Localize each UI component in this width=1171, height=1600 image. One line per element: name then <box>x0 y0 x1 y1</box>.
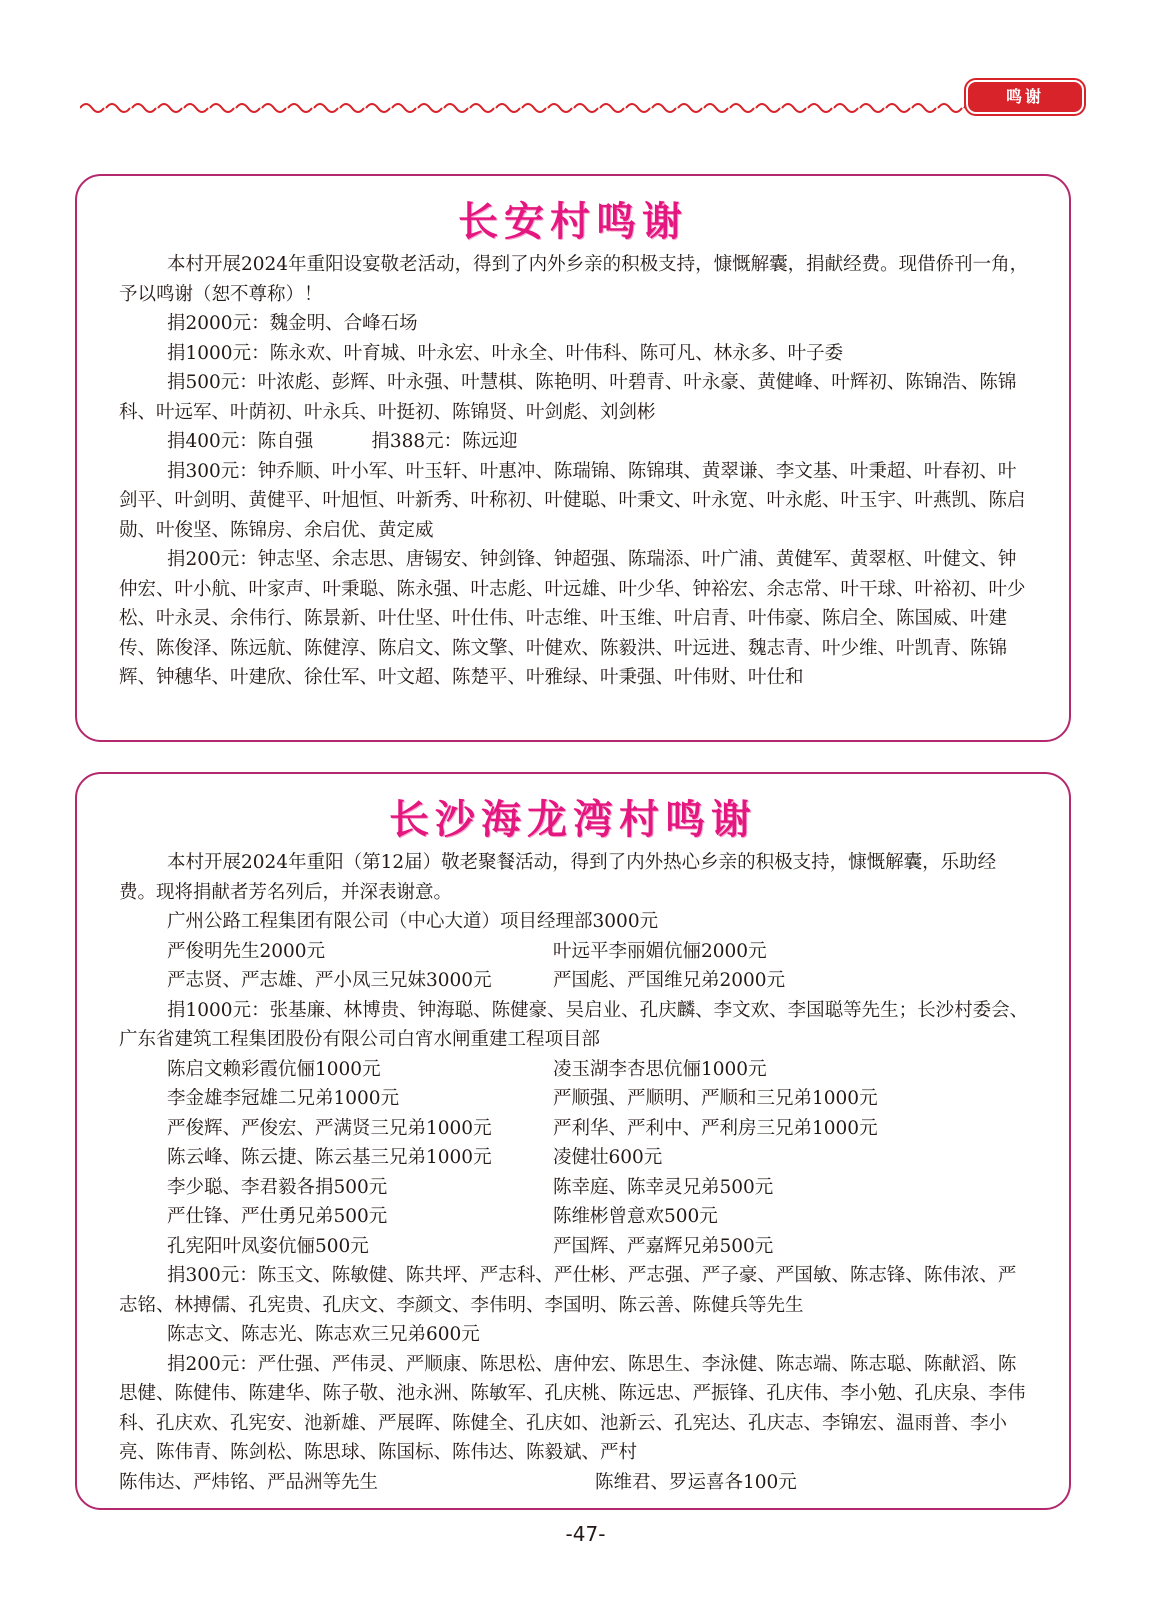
donation-entry: 陈伟达、严炜铭、严品洲等先生 <box>119 1471 379 1493</box>
changan-donation-1000: 捐1000元：陈永欢、叶育城、叶永宏、叶永全、叶伟科、陈可凡、林永多、叶子委 <box>167 342 844 364</box>
donation-pair-row <box>119 1143 1029 1173</box>
changan-title: 长安村鸣谢 <box>458 199 688 245</box>
donation-pair-row <box>119 1468 1029 1498</box>
changan-donation-300: 捐300元：钟乔顺、叶小军、叶玉轩、叶惠冲、陈瑞锦、陈锦琪、黄翠谦、李文基、叶秉超、叶春初、叶剑平、叶剑明、黄健平、叶旭恒、叶新秀、叶称初、叶健聪、叶秉文、叶永宽、叶永彪、叶玉宇、叶燕凯、陈启勋、叶俊坚、陈锦房、余启优、黄定威 <box>119 460 1026 541</box>
changan-donation-2000: 捐2000元：魏金明、合峰石场 <box>167 313 418 334</box>
changan-intro: 本村开展2024年重阳设宴敬老活动，得到了内外乡亲的积极支持，慷慨解囊，捐献经费。现借侨刊一角，予以鸣谢（恕不尊称）！ <box>119 254 1029 305</box>
section-tag: 鸣谢 <box>966 80 1084 114</box>
donation-entry: 严仕锋、严仕勇兄弟500元 <box>167 1206 388 1227</box>
donation-entry: 严国彪、严国维兄弟2000元 <box>553 970 786 991</box>
donation-entry: 陈云峰、陈云捷、陈云基三兄弟1000元 <box>167 1147 492 1168</box>
page-number: -47- <box>565 1522 606 1546</box>
changsha-donation-200: 捐200元：严仕强、严伟灵、严顺康、陈思松、唐仲宏、陈思生、李泳健、陈志端、陈志聪、陈献滔、陈思健、陈健伟、陈建华、陈子敬、池永洲、陈敏军、孔庆桃、陈远忠、严振锋、孔庆伟、李小勉、孔庆泉、李伟科、孔庆欢、孔宪安、池新雄、严展晖、陈健全、孔庆如、池新云、孔宪达、孔庆志、李锦宏、温雨普、李小亮、陈伟青、陈剑松、陈思球、陈国标、陈伟达、陈毅斌、严村 <box>119 1353 1026 1463</box>
changan-thanks-box <box>75 174 1071 742</box>
donation-pair-row <box>119 1055 1029 1085</box>
changsha-donation-300: 捐300元：陈玉文、陈敏健、陈共坪、严志科、严仕彬、严志强、严子豪、严国敏、陈志锋、陈伟浓、严志铭、林搏儒、孔宪贵、孔庆文、李颜文、李伟明、李国明、陈云善、陈健兵等先生 <box>119 1265 1017 1316</box>
changsha-intro: 本村开展2024年重阳（第12届）敬老聚餐活动，得到了内外热心乡亲的积极支持，慷慨解囊，乐助经费。现将捐献者芳名列后，并深表谢意。 <box>119 852 997 903</box>
donation-entry: 严俊明先生2000元 <box>167 940 326 962</box>
donation-entry: 严顺强、严顺明、严顺和三兄弟1000元 <box>553 1088 878 1109</box>
donation-entry: 陈维君、罗运喜各100元 <box>595 1471 797 1493</box>
changsha-company-donation: 广州公路工程集团有限公司（中心大道）项目经理部3000元 <box>167 911 659 932</box>
donation-entry: 叶远平李丽媚伉俪2000元 <box>553 940 767 962</box>
changan-donation-400: 捐400元：陈自强 <box>167 431 314 452</box>
donation-entry: 凌健壮600元 <box>553 1147 663 1168</box>
donation-entry: 李少聪、李君毅各捐500元 <box>167 1176 388 1198</box>
header-wave-ornament <box>80 96 1082 120</box>
changan-donation-500: 捐500元：叶浓彪、彭辉、叶永强、叶慧棋、陈艳明、叶碧青、叶永豪、黄健峰、叶辉初、陈锦浩、陈锦科、叶远军、叶荫初、叶永兵、叶挺初、陈锦贤、叶剑彪、刘剑彬 <box>119 372 1017 423</box>
donation-entry: 严国辉、严嘉辉兄弟500元 <box>553 1235 774 1257</box>
donation-pair-row <box>119 937 1029 967</box>
donation-entry: 严志贤、严志雄、严小凤三兄妹3000元 <box>167 970 492 991</box>
changan-donation-200: 捐200元：钟志坚、余志思、唐锡安、钟剑锋、钟超强、陈瑞添、叶广浦、黄健军、黄翠枢、叶健文、钟仲宏、叶小航、叶家声、叶秉聪、陈永强、叶志彪、叶远雄、叶少华、钟裕宏、余志常、叶干球、叶裕初、叶少松、叶永灵、余伟行、陈景新、叶仕坚、叶仕伟、叶志维、叶玉维、叶启青、叶伟豪、陈启全、陈国威、叶建传、陈俊泽、陈远航、陈健淳、陈启文、陈文擎、叶健欢、陈毅洪、叶远进、魏志青、叶少维、叶凯青、陈锦辉、钟穗华、叶建欣、徐仕军、叶文超、陈楚平、叶雅绿、叶秉强、叶伟财、叶仕和 <box>119 549 1026 688</box>
changan-donation-388: 捐388元：陈远迎 <box>371 431 518 452</box>
changsha-content <box>77 848 1069 1497</box>
donation-entry: 李金雄李冠雄二兄弟1000元 <box>167 1088 400 1109</box>
donation-pair-row <box>119 1232 1029 1262</box>
donation-entry: 陈维彬曾意欢500元 <box>553 1206 718 1227</box>
donation-pair-row <box>119 1114 1029 1144</box>
donation-entry: 陈启文赖彩霞伉俪1000元 <box>167 1058 381 1080</box>
changsha-title: 长沙海龙湾村鸣谢 <box>389 797 757 843</box>
changan-donation-400-388 <box>119 427 1029 457</box>
donation-pair-row <box>119 1084 1029 1114</box>
donation-entry: 孔宪阳叶凤姿伉俪500元 <box>167 1235 369 1257</box>
donation-pair-row <box>119 966 1029 996</box>
changsha-donation-1000: 捐1000元：张基廉、林博贵、钟海聪、陈健豪、吴启业、孔庆麟、李文欢、李国聪等先生；长沙村委会、广东省建筑工程集团股份有限公司白宵水闸重建工程项目部 <box>119 999 1029 1050</box>
donation-entry: 严俊辉、严俊宏、严满贤三兄弟1000元 <box>167 1117 492 1139</box>
changsha-chen-brothers-600: 陈志文、陈志光、陈志欢三兄弟600元 <box>167 1324 480 1345</box>
donation-entry: 严利华、严利中、严利房三兄弟1000元 <box>553 1117 878 1139</box>
donation-entry: 凌玉湖李杏思伉俪1000元 <box>553 1058 767 1080</box>
donation-pair-row <box>119 1173 1029 1203</box>
donation-pair-row <box>119 1202 1029 1232</box>
changsha-thanks-box <box>75 772 1071 1510</box>
changan-content <box>77 250 1069 693</box>
donation-entry: 陈幸庭、陈幸灵兄弟500元 <box>553 1176 774 1198</box>
